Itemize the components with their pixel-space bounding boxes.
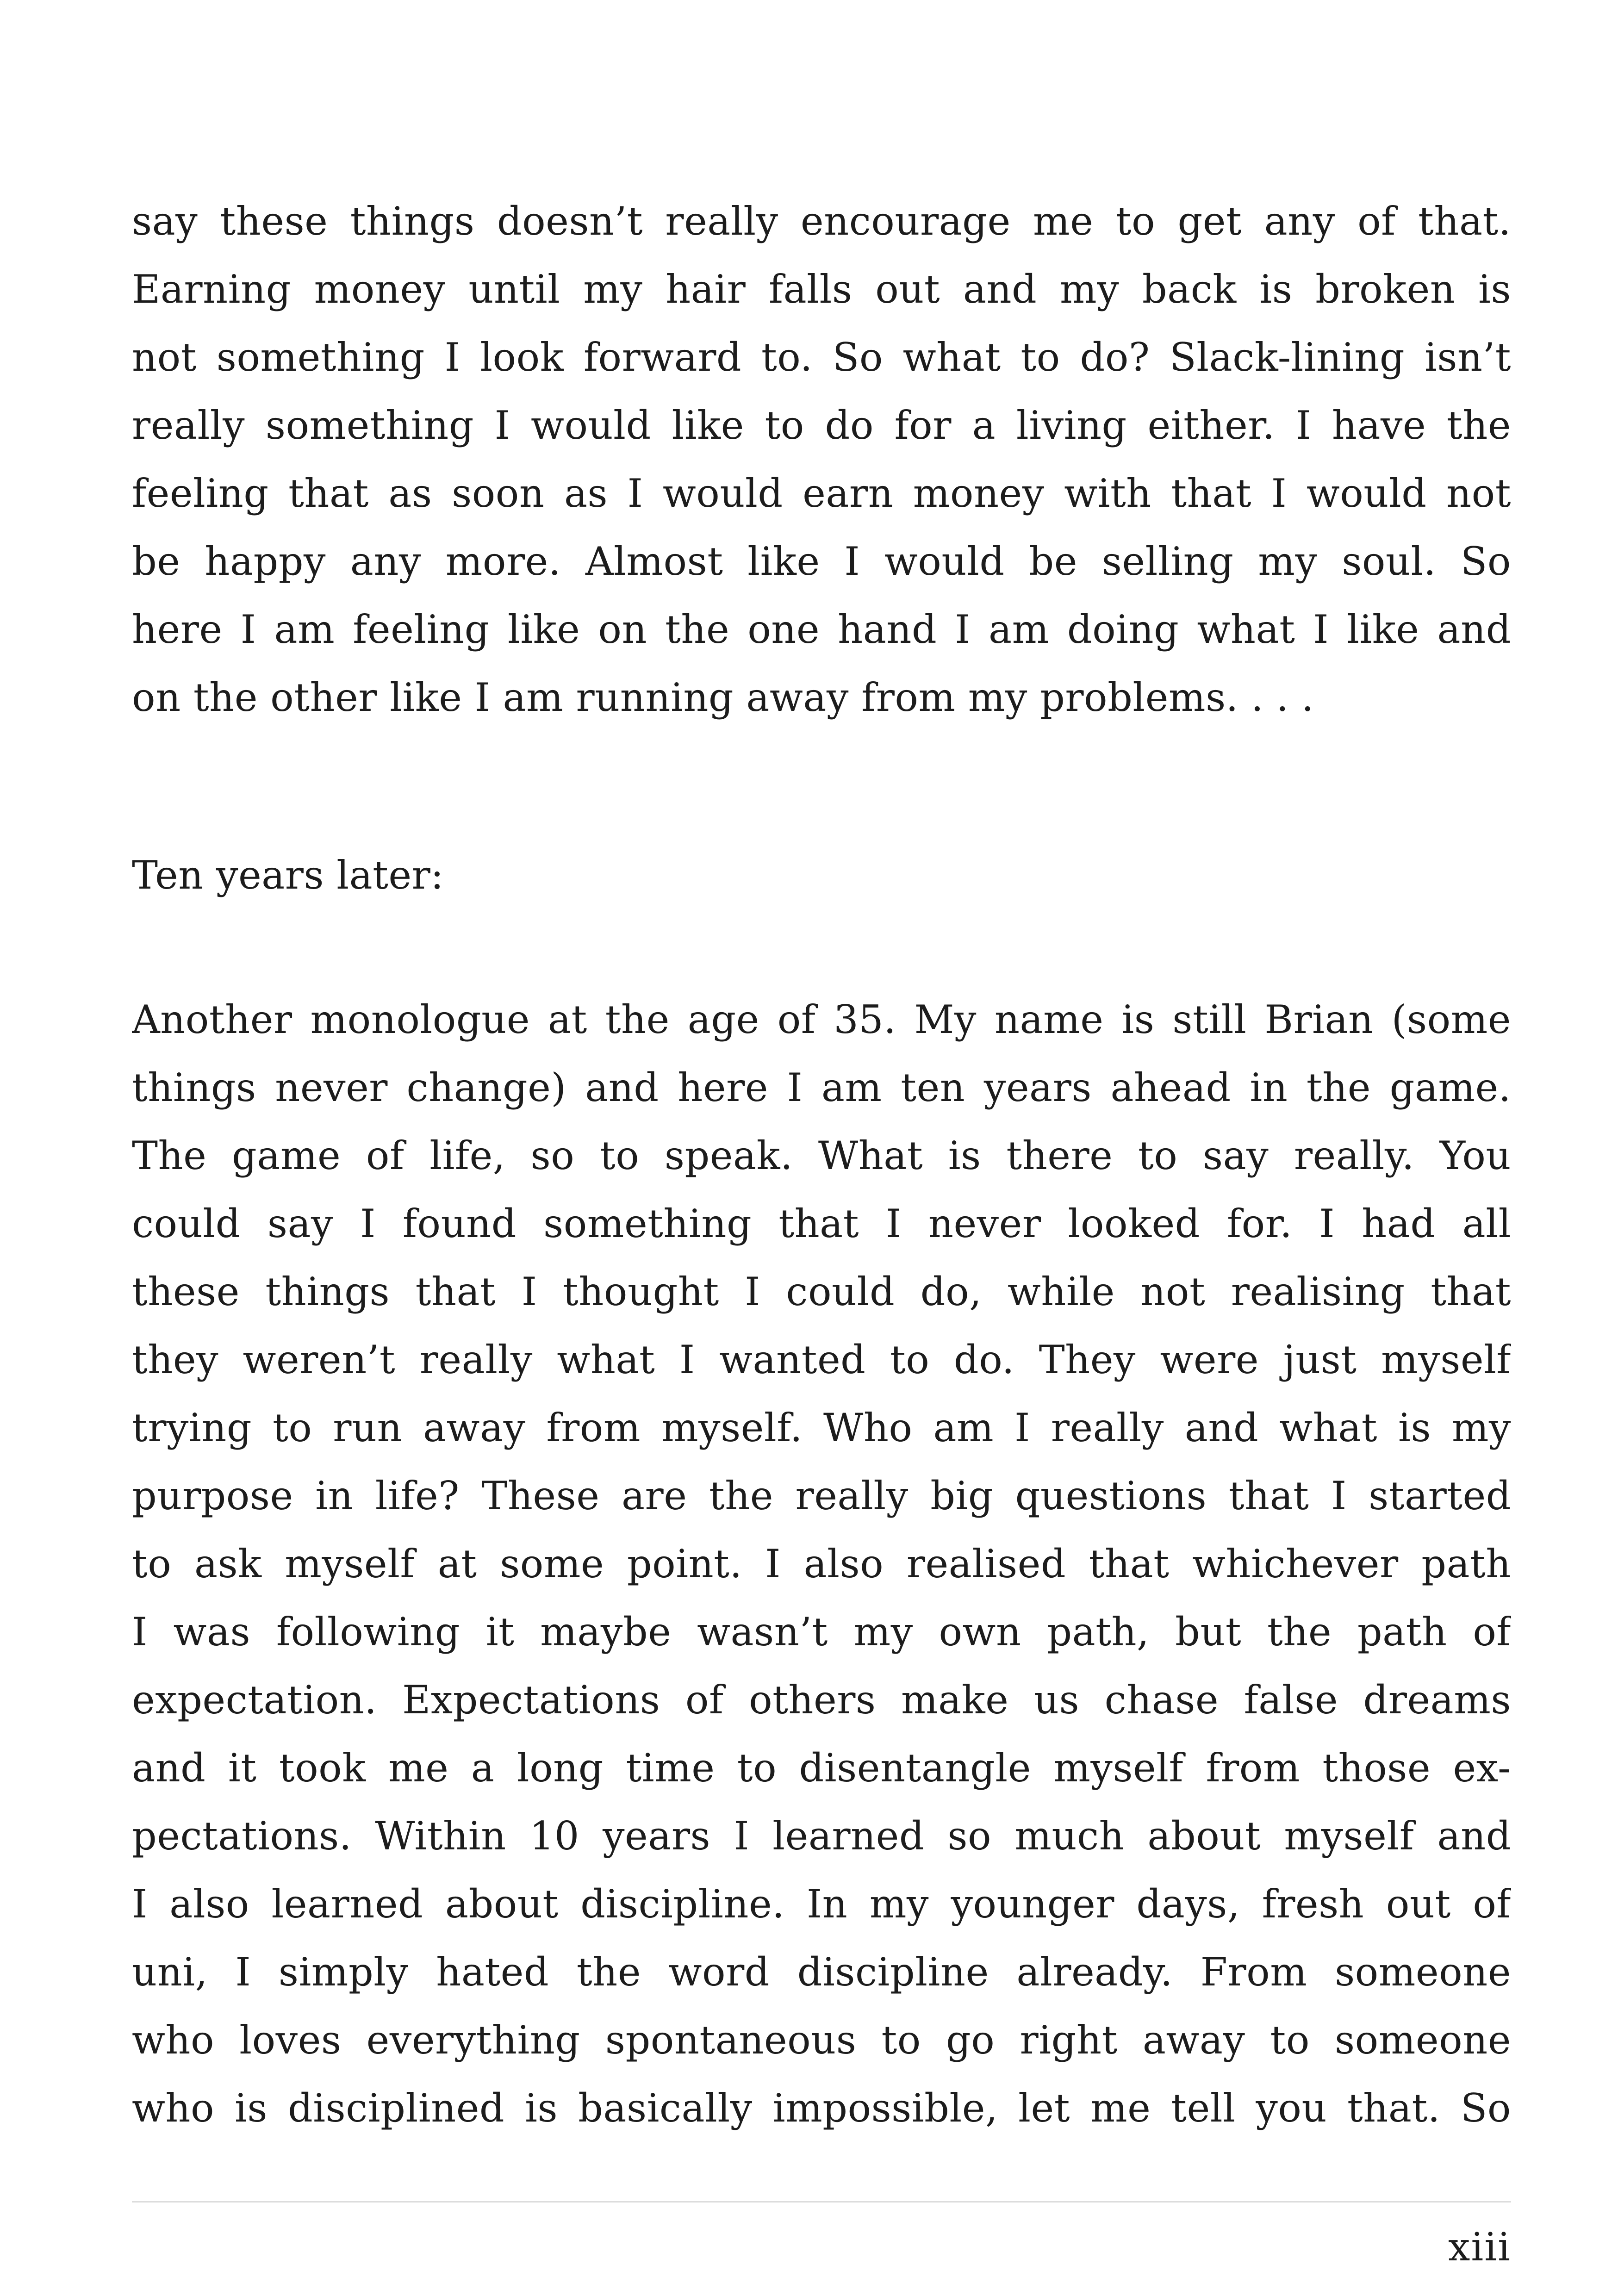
text-line: could say I found something that I never looked for. I had all [132,1201,1511,1246]
paragraph-monologue [132,986,1511,2142]
text-line: on the other like I am running away from my problems. . . . [132,675,1314,720]
text-line: really something I would like to do for a living either. I have the [132,403,1511,448]
text-line: expectation. Expectations of others make us chase false dreams [132,1677,1511,1723]
text-line: here I am feeling like on the one hand I am doing what I like and [132,607,1511,652]
text-line: The game of life, so to speak. What is there to say really. You [132,1133,1511,1178]
text-line: feeling that as soon as I would earn money with that I would not [132,471,1511,516]
text-line: not something I look forward to. So what to do? Slack-lining isn’t [132,335,1511,380]
paragraph-intro [132,187,1511,732]
text-line: and it took me a long time to disentangle myself from those ex- [132,1745,1511,1791]
text-line: Earning money until my hair falls out and my back is broken is [132,267,1511,312]
page-number: xiii [1448,2224,1511,2270]
text-line: who is disciplined is basically impossible, let me tell you that. So [132,2085,1511,2131]
text-line: trying to run away from myself. Who am I really and what is my [132,1405,1511,1450]
text-line: Another monologue at the age of 35. My name is still Brian (some [132,997,1511,1042]
text-line: purpose in life? These are the really big questions that I started [132,1473,1511,1518]
text-line: they weren’t really what I wanted to do. They were just myself [132,1337,1511,1382]
text-line: I also learned about discipline. In my younger days, fresh out of [132,1881,1511,1927]
text-line: pectations. Within 10 years I learned so much about myself and [132,1813,1511,1859]
text-line: say these things doesn’t really encourage me to get any of that. [132,199,1511,244]
text-line: I was following it maybe wasn’t my own path, but the path of [132,1609,1511,1655]
text-line: be happy any more. Almost like I would be selling my soul. So [132,539,1511,584]
text-line: these things that I thought I could do, while not realising that [132,1269,1511,1314]
footer-divider [132,2201,1511,2203]
text-line: uni, I simply hated the word discipline already. From someone [132,1949,1511,1995]
text-line: to ask myself at some point. I also realised that whichever path [132,1541,1511,1587]
text-line: things never change) and here I am ten years ahead in the game. [132,1065,1511,1110]
section-heading: Ten years later: [132,852,444,898]
text-line: who loves everything spontaneous to go right away to someone [132,2017,1511,2063]
